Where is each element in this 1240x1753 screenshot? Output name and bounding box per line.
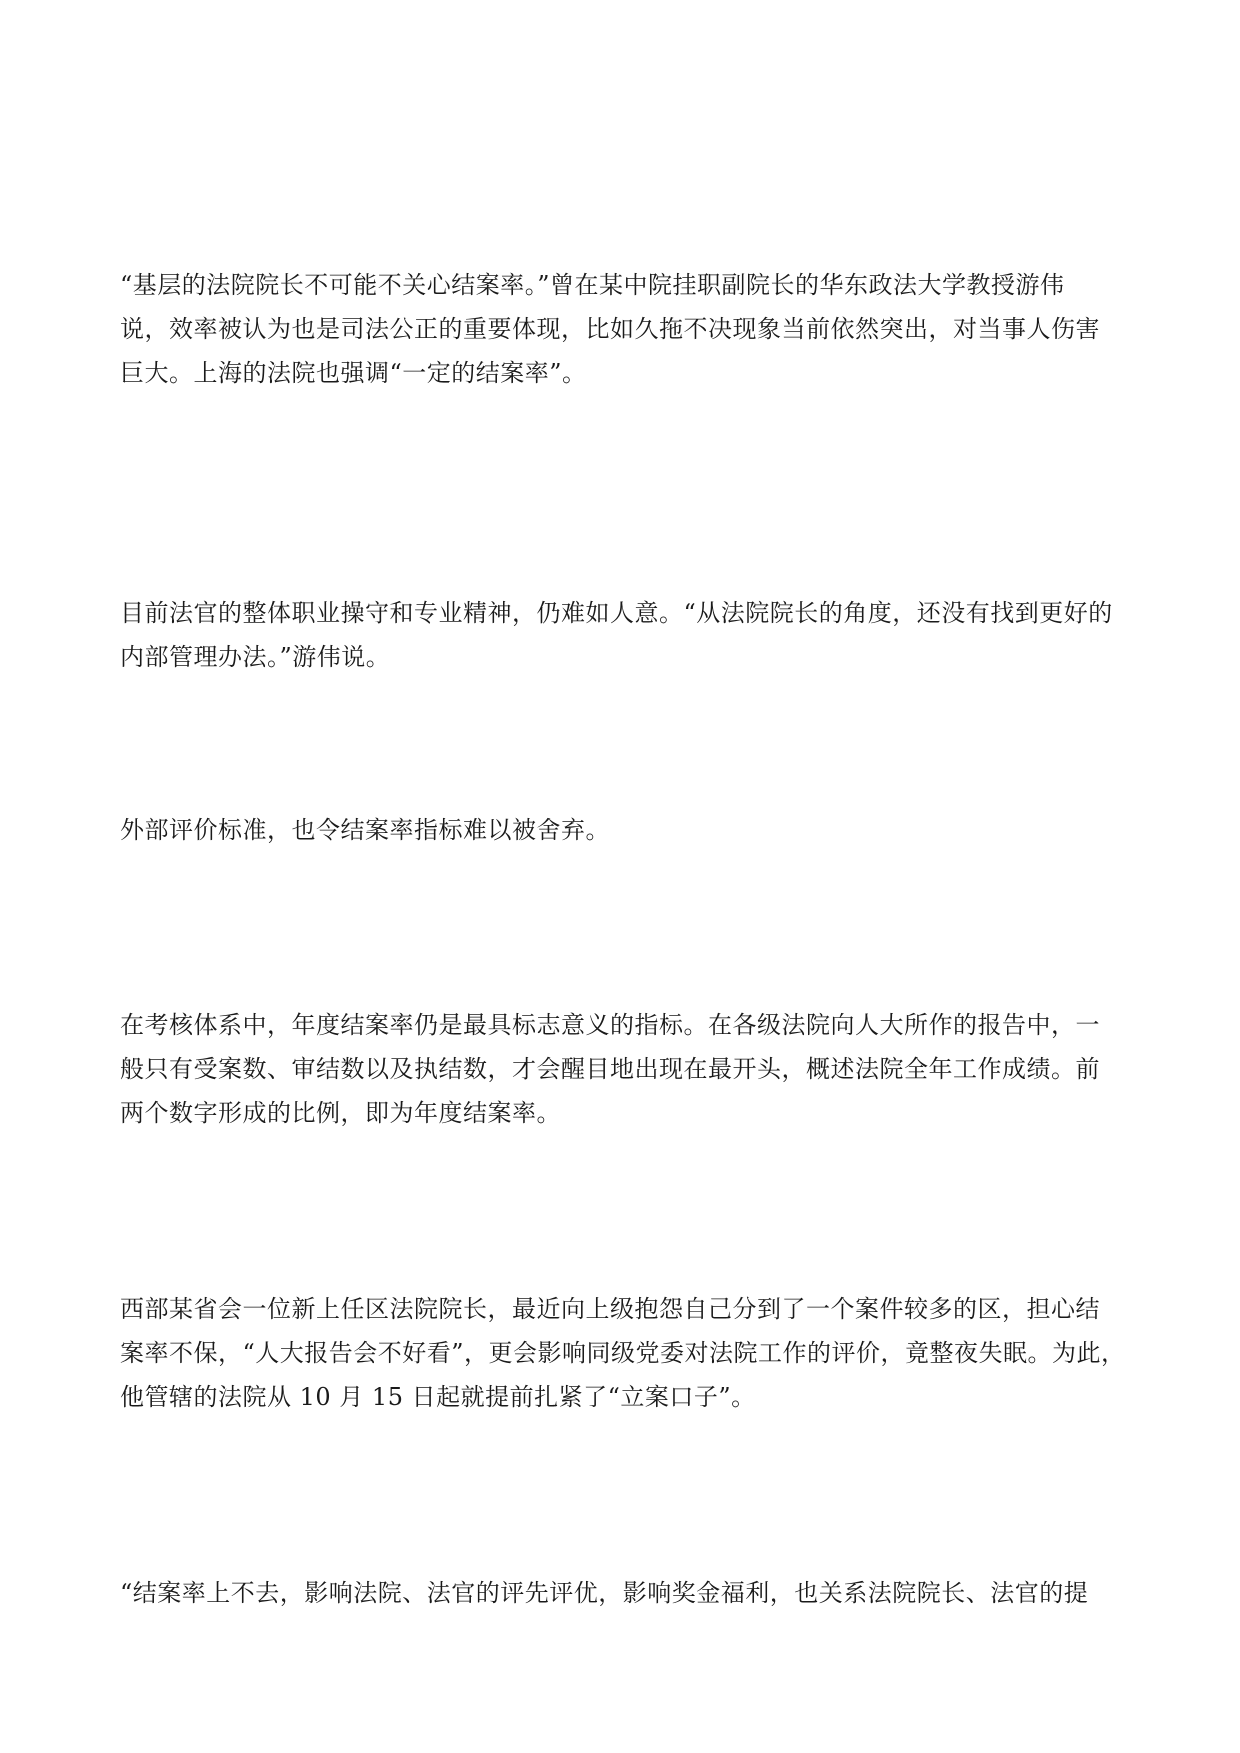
paragraph-line: 两个数字形成的比例，即为年度结案率。	[120, 1099, 561, 1127]
paragraph-line: “基层的法院院长不可能不关心结案率。”曾在某中院挂职副院长的华东政法大学教授游伟	[120, 271, 1065, 299]
paragraph-line: 在考核体系中，年度结案率仍是最具标志意义的指标。在各级法院向人大所作的报告中，一	[120, 1011, 1100, 1039]
paragraph-line: 般只有受案数、审结数以及执结数，才会醒目地出现在最开头，概述法院全年工作成绩。前	[120, 1055, 1100, 1083]
paragraph-line: 内部管理办法。”游伟说。	[120, 643, 391, 671]
paragraph-line: 他管辖的法院从 10 月 15 日起就提前扎紧了“立案口子”。	[120, 1383, 756, 1411]
paragraph-2	[120, 591, 1120, 679]
paragraph-5	[120, 1287, 1126, 1419]
paragraph-6	[120, 1571, 1120, 1615]
paragraph-4	[120, 1003, 1120, 1135]
paragraph-line: 西部某省会一位新上任区法院院长，最近向上级抱怨自己分到了一个案件较多的区，担心结	[120, 1295, 1100, 1323]
paragraph-3	[120, 808, 1120, 852]
paragraph-line: 案率不保，“人大报告会不好看”，更会影响同级党委对法院工作的评价，竟整夜失眠。为此，	[120, 1339, 1126, 1367]
paragraph-1	[120, 263, 1120, 395]
paragraph-line: “结案率上不去，影响法院、法官的评先评优，影响奖金福利，也关系法院院长、法官的提	[120, 1579, 1089, 1607]
paragraph-line: 外部评价标准，也令结案率指标难以被舍弃。	[120, 816, 610, 844]
paragraph-line: 说，效率被认为也是司法公正的重要体现，比如久拖不决现象当前依然突出，对当事人伤害	[120, 315, 1100, 343]
paragraph-line: 巨大。上海的法院也强调“一定的结案率”。	[120, 359, 587, 387]
paragraph-line: 目前法官的整体职业操守和专业精神，仍难如人意。“从法院院长的角度，还没有找到更好的	[120, 599, 1113, 627]
